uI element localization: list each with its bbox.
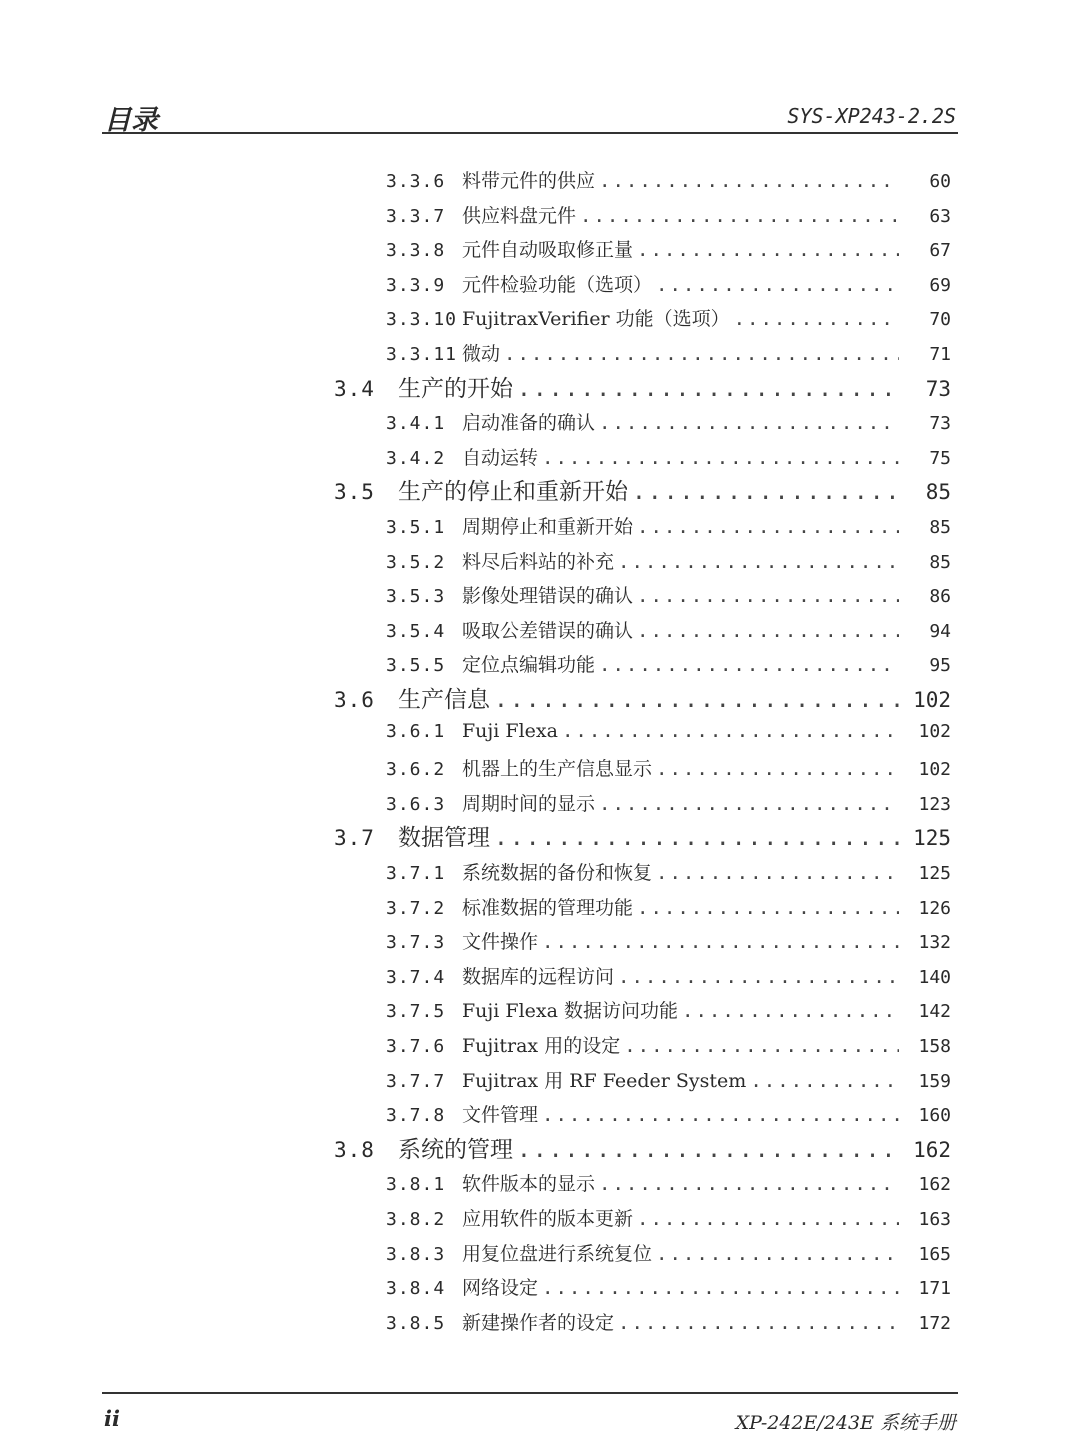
toc-entry-number: 3.4.1 bbox=[386, 413, 446, 435]
toc-subsection-entry[interactable] bbox=[386, 304, 951, 331]
toc-entry-number: 3.7.4 bbox=[386, 966, 446, 988]
page-header bbox=[102, 92, 958, 134]
toc-entry-title: 机器上的生产信息显示 bbox=[462, 758, 653, 781]
toc-subsection-entry[interactable] bbox=[386, 270, 951, 297]
toc-entry-title: 吸取公差错误的确认 bbox=[462, 619, 634, 642]
toc-subsection-entry[interactable] bbox=[386, 1204, 951, 1231]
toc-entry-number: 3.5.1 bbox=[386, 517, 446, 538]
toc-entry-number: 3.8.5 bbox=[386, 1312, 446, 1334]
toc-entry-page: 67 bbox=[929, 240, 951, 262]
toc-entry-title: 周期时间的显示 bbox=[462, 792, 596, 815]
toc-entry-title: 软件版本的显示 bbox=[462, 1173, 596, 1196]
toc-section-entry[interactable] bbox=[334, 370, 951, 403]
toc-subsection-entry[interactable] bbox=[386, 616, 951, 643]
toc-leader-dots bbox=[637, 897, 899, 919]
toc-leader-dots bbox=[542, 1104, 899, 1126]
toc-entry-number: 3.6.2 bbox=[386, 759, 446, 781]
toc-entry-page: 102 bbox=[918, 759, 951, 781]
toc-leader-dots bbox=[637, 585, 899, 607]
toc-entry-number: 3.5.5 bbox=[386, 655, 446, 677]
toc-entry-title: Fuji Flexa bbox=[462, 719, 558, 742]
toc-entry-title: 数据管理 bbox=[398, 825, 490, 852]
toc-entry-title: 文件管理 bbox=[462, 1104, 539, 1127]
toc-entry-title: 自动运转 bbox=[462, 446, 539, 469]
toc-entry-page: 162 bbox=[913, 1137, 951, 1162]
toc-entry-page: 85 bbox=[925, 480, 951, 505]
toc-entry-page: 171 bbox=[918, 1278, 951, 1300]
toc-leader-dots bbox=[599, 412, 899, 434]
toc-leader-dots bbox=[637, 516, 899, 538]
toc-subsection-entry[interactable] bbox=[386, 1239, 951, 1266]
toc-entry-number: 3.7.1 bbox=[386, 863, 446, 884]
toc-leader-dots bbox=[494, 687, 899, 713]
toc-entry-number: 3.7 bbox=[334, 826, 375, 851]
toc-subsection-entry[interactable] bbox=[386, 581, 951, 608]
toc-entry-page: 163 bbox=[918, 1209, 951, 1230]
toc-subsection-entry[interactable] bbox=[386, 1100, 951, 1127]
toc-entry-title: Fujitrax 用 RF Feeder System bbox=[462, 1069, 747, 1092]
toc-entry-number: 3.6.3 bbox=[386, 793, 446, 815]
toc-entry-page: 162 bbox=[918, 1174, 951, 1196]
header-doc-code: SYS-XP243-2.2S bbox=[787, 104, 956, 128]
toc-entry-page: 73 bbox=[925, 376, 951, 401]
toc-subsection-entry[interactable] bbox=[386, 962, 951, 989]
toc-leader-dots bbox=[637, 620, 899, 642]
header-chapter-title: 目录 bbox=[104, 105, 158, 136]
toc-subsection-entry[interactable] bbox=[386, 996, 951, 1023]
toc-subsection-entry[interactable] bbox=[386, 339, 951, 366]
toc-entry-number: 3.3.7 bbox=[386, 205, 446, 227]
toc-leader-dots bbox=[504, 343, 899, 365]
toc-leader-dots bbox=[599, 654, 899, 676]
toc-section-entry[interactable] bbox=[334, 473, 951, 506]
toc-entry-title: 系统数据的备份和恢复 bbox=[462, 862, 653, 884]
toc-subsection-entry[interactable] bbox=[386, 235, 951, 262]
toc-entry-title: 周期停止和重新开始 bbox=[462, 516, 634, 538]
toc-leader-dots bbox=[517, 376, 899, 402]
toc-entry-page: 70 bbox=[929, 309, 951, 331]
toc-subsection-entry[interactable] bbox=[386, 858, 951, 885]
toc-leader-dots bbox=[682, 1000, 899, 1022]
toc-leader-dots bbox=[656, 1243, 899, 1265]
toc-section-entry[interactable] bbox=[334, 681, 951, 714]
toc-entry-title: FujitraxVerifier 功能（选项） bbox=[462, 308, 730, 331]
toc-entry-title: 文件操作 bbox=[462, 931, 539, 954]
toc-entry-page: 63 bbox=[929, 205, 951, 227]
toc-entry-number: 3.8.3 bbox=[386, 1243, 446, 1265]
toc-entry-page: 125 bbox=[918, 863, 951, 884]
toc-leader-dots bbox=[624, 1035, 899, 1057]
toc-entry-page: 132 bbox=[918, 932, 951, 954]
toc-entry-title: 元件自动吸取修正量 bbox=[462, 239, 634, 262]
toc-entry-title: 料尽后料站的补充 bbox=[462, 550, 615, 573]
toc-entry-number: 3.7.7 bbox=[386, 1070, 446, 1092]
toc-entry-page: 159 bbox=[918, 1070, 951, 1092]
toc-entry-title: 系统的管理 bbox=[398, 1136, 513, 1163]
toc-entry-title: 新建操作者的设定 bbox=[462, 1311, 615, 1334]
toc-subsection-entry[interactable] bbox=[386, 1308, 951, 1335]
toc-leader-dots bbox=[632, 479, 899, 505]
toc-leader-dots bbox=[618, 966, 899, 988]
toc-entry-number: 3.5 bbox=[334, 480, 375, 505]
toc-subsection-entry[interactable] bbox=[386, 754, 951, 781]
toc-entry-number: 3.8 bbox=[334, 1137, 375, 1162]
toc-subsection-entry[interactable] bbox=[386, 547, 951, 574]
toc-entry-page: 60 bbox=[929, 171, 951, 192]
toc-subsection-entry[interactable] bbox=[386, 893, 951, 920]
toc-entry-number: 3.3.9 bbox=[386, 274, 446, 296]
toc-entry-number: 3.7.8 bbox=[386, 1105, 446, 1127]
toc-leader-dots bbox=[637, 1208, 899, 1230]
toc-entry-page: 165 bbox=[918, 1243, 951, 1265]
toc-leader-dots bbox=[517, 1137, 899, 1163]
toc-entry-page: 73 bbox=[929, 413, 951, 435]
toc-subsection-entry[interactable] bbox=[386, 720, 951, 742]
toc-subsection-entry[interactable] bbox=[386, 201, 951, 228]
toc-entry-title: 应用软件的版本更新 bbox=[462, 1208, 634, 1230]
toc-entry-title: 生产的开始 bbox=[398, 375, 513, 402]
toc-entry-number: 3.7.5 bbox=[386, 1001, 446, 1023]
toc-section-entry[interactable] bbox=[334, 819, 951, 852]
toc-entry-number: 3.4.2 bbox=[386, 447, 446, 469]
toc-leader-dots bbox=[750, 1070, 899, 1092]
toc-subsection-entry[interactable] bbox=[386, 927, 951, 954]
toc-entry-number: 3.3.6 bbox=[386, 171, 446, 192]
toc-entry-title: 元件检验功能（选项） bbox=[462, 273, 653, 296]
toc-entry-page: 86 bbox=[929, 586, 951, 608]
page-footer bbox=[102, 1392, 958, 1434]
toc-entry-title: Fujitrax 用的设定 bbox=[462, 1035, 621, 1057]
toc-entry-page: 95 bbox=[929, 655, 951, 677]
toc-entry-page: 160 bbox=[918, 1105, 951, 1127]
toc-leader-dots bbox=[599, 1173, 899, 1195]
toc-subsection-entry[interactable] bbox=[386, 408, 951, 435]
toc-entry-number: 3.7.2 bbox=[386, 897, 446, 919]
toc-subsection-entry[interactable] bbox=[386, 650, 951, 677]
footer-manual-title: XP-242E/243E 系统手册 bbox=[735, 1412, 956, 1434]
toc-entry-page: 125 bbox=[913, 826, 951, 851]
toc-entry-number: 3.5.3 bbox=[386, 586, 446, 608]
toc-entry-page: 123 bbox=[918, 793, 951, 815]
toc-leader-dots bbox=[618, 551, 899, 573]
toc-leader-dots bbox=[562, 720, 899, 742]
toc-entry-page: 69 bbox=[929, 274, 951, 296]
toc-entry-number: 3.6 bbox=[334, 688, 375, 712]
toc-entry-page: 140 bbox=[918, 966, 951, 988]
toc-entry-title: 供应料盘元件 bbox=[462, 204, 577, 227]
toc-entry-page: 172 bbox=[918, 1312, 951, 1334]
toc-leader-dots bbox=[656, 758, 899, 780]
toc-subsection-entry[interactable] bbox=[386, 789, 951, 816]
toc-entry-number: 3.3.10 bbox=[386, 309, 458, 331]
toc-entry-title: 标准数据的管理功能 bbox=[462, 896, 634, 919]
toc-entry-number: 3.8.2 bbox=[386, 1209, 446, 1230]
toc-entry-title: 启动准备的确认 bbox=[462, 412, 596, 435]
toc-leader-dots bbox=[580, 205, 899, 227]
toc-entry-number: 3.3.11 bbox=[386, 344, 458, 365]
footer-page-number: ii bbox=[104, 1406, 120, 1431]
toc-entry-title: 微动 bbox=[462, 343, 501, 365]
toc-entry-title: 定位点编辑功能 bbox=[462, 654, 596, 677]
toc-leader-dots bbox=[599, 793, 899, 815]
toc-entry-number: 3.5.2 bbox=[386, 551, 446, 573]
toc-leader-dots bbox=[656, 862, 899, 884]
toc-entry-title: 影像处理错误的确认 bbox=[462, 585, 634, 608]
toc-entry-title: 数据库的远程访问 bbox=[462, 965, 615, 988]
toc-subsection-entry[interactable] bbox=[386, 166, 951, 193]
toc-entry-title: 料带元件的供应 bbox=[462, 170, 596, 192]
toc-entry-title: 生产信息 bbox=[398, 687, 490, 713]
toc-section-entry[interactable] bbox=[334, 1131, 951, 1164]
toc-entry-number: 3.8.4 bbox=[386, 1278, 446, 1300]
toc-entry-title: Fuji Flexa 数据访问功能 bbox=[462, 1000, 679, 1023]
toc-entry-title: 网络设定 bbox=[462, 1277, 539, 1300]
toc-entry-number: 3.8.1 bbox=[386, 1174, 446, 1196]
toc-entry-page: 126 bbox=[918, 897, 951, 919]
toc-entry-title: 用复位盘进行系统复位 bbox=[462, 1242, 653, 1265]
toc-entry-page: 85 bbox=[929, 517, 951, 538]
toc-leader-dots bbox=[734, 308, 899, 330]
toc-subsection-entry[interactable] bbox=[386, 1066, 951, 1093]
toc-entry-number: 3.3.8 bbox=[386, 240, 446, 262]
toc-subsection-entry[interactable] bbox=[386, 1169, 951, 1196]
toc-entry-page: 71 bbox=[929, 344, 951, 365]
toc-leader-dots bbox=[618, 1312, 899, 1334]
toc-leader-dots bbox=[637, 239, 899, 261]
toc-entry-page: 94 bbox=[929, 620, 951, 642]
toc-entry-page: 158 bbox=[918, 1036, 951, 1057]
toc-entry-number: 3.4 bbox=[334, 376, 375, 401]
toc-leader-dots bbox=[656, 274, 899, 296]
toc-entry-number: 3.5.4 bbox=[386, 620, 446, 642]
toc-entry-page: 142 bbox=[918, 1001, 951, 1023]
toc-subsection-entry[interactable] bbox=[386, 1273, 951, 1300]
toc-entry-page: 75 bbox=[929, 447, 951, 469]
toc-entry-page: 102 bbox=[918, 720, 951, 742]
toc-entry-page: 102 bbox=[913, 688, 951, 712]
toc-entry-number: 3.6.1 bbox=[386, 720, 446, 742]
toc-subsection-entry[interactable] bbox=[386, 1031, 951, 1058]
toc-entry-number: 3.7.6 bbox=[386, 1036, 446, 1057]
toc-leader-dots bbox=[542, 447, 899, 469]
toc-entry-title: 生产的停止和重新开始 bbox=[398, 479, 628, 506]
toc-leader-dots bbox=[542, 931, 899, 953]
toc-subsection-entry[interactable] bbox=[386, 512, 951, 539]
toc-subsection-entry[interactable] bbox=[386, 443, 951, 470]
toc-leader-dots bbox=[599, 170, 899, 192]
toc-entry-number: 3.7.3 bbox=[386, 932, 446, 954]
toc-entry-page: 85 bbox=[929, 551, 951, 573]
toc-leader-dots bbox=[494, 825, 899, 851]
toc-leader-dots bbox=[542, 1277, 899, 1299]
